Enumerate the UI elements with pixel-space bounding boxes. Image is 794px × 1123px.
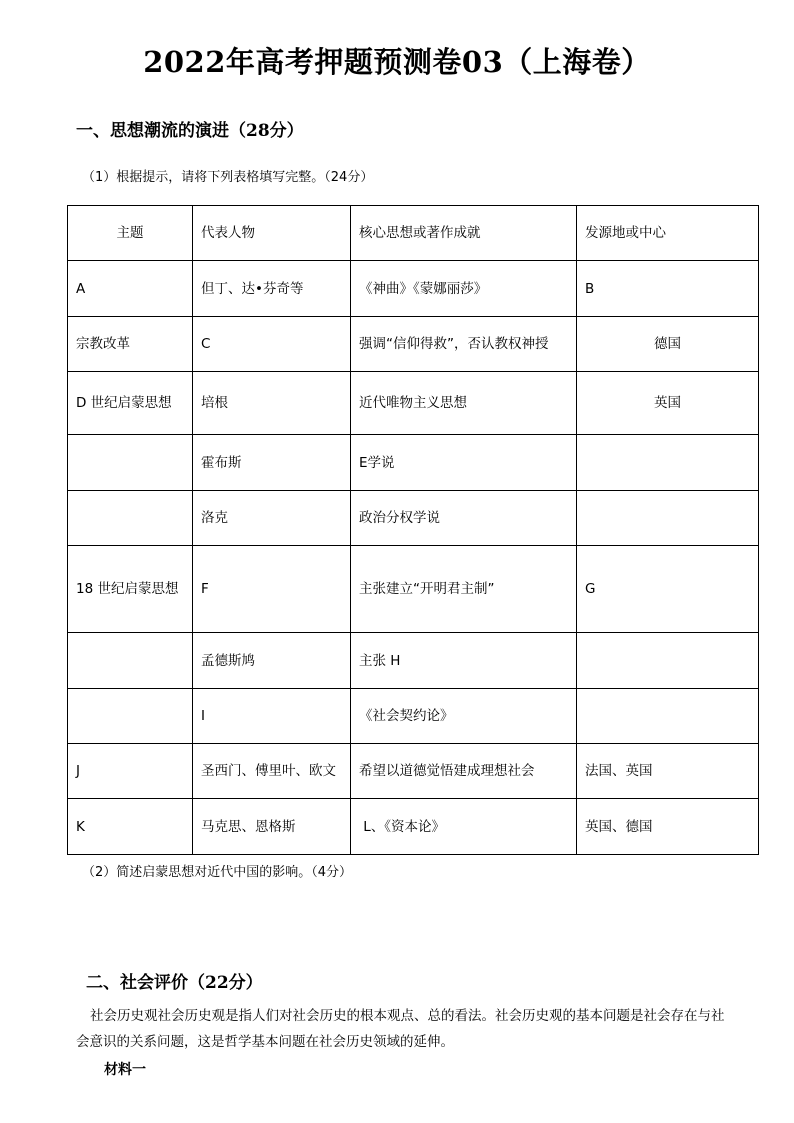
table-row	[68, 261, 759, 317]
table-cell: 主张建立“开明君主制”	[351, 546, 577, 633]
header-figures: 代表人物	[193, 206, 351, 261]
section2-heading: 二、社会评价（22分）	[86, 973, 263, 993]
table-cell: D 世纪启蒙思想	[68, 372, 193, 435]
table-cell	[68, 633, 193, 689]
table-row	[68, 689, 759, 744]
table-cell: K	[68, 799, 193, 855]
table-row	[68, 744, 759, 799]
table-cell: E学说	[351, 435, 577, 491]
table-cell: 洛克	[193, 491, 351, 546]
table-cell	[68, 491, 193, 546]
table-cell: 强调“信仰得救”，否认教权神授	[351, 317, 577, 372]
header-core-idea: 核心思想或著作成就	[351, 206, 577, 261]
table-cell: L、《资本论》	[351, 799, 577, 855]
table-cell: 18 世纪启蒙思想	[68, 546, 193, 633]
table-row	[68, 546, 759, 633]
table-cell: C	[193, 317, 351, 372]
table-cell: 但丁、达•芬奇等	[193, 261, 351, 317]
table-cell: G	[577, 546, 759, 633]
table-cell	[68, 435, 193, 491]
table-row	[68, 317, 759, 372]
table-cell: 宗教改革	[68, 317, 193, 372]
table-cell: 《神曲》《蒙娜丽莎》	[351, 261, 577, 317]
table-cell: 《社会契约论》	[351, 689, 577, 744]
table-cell: A	[68, 261, 193, 317]
section1-heading: 一、思想潮流的演进（28分）	[76, 121, 304, 141]
header-origin: 发源地或中心	[577, 206, 759, 261]
table-cell	[577, 689, 759, 744]
question-2-prompt: （2）简述启蒙思想对近代中国的影响。（4分）	[82, 865, 353, 880]
table-row	[68, 372, 759, 435]
table-cell: 德国	[577, 317, 759, 372]
table-row	[68, 799, 759, 855]
table-row	[68, 435, 759, 491]
question-1-prompt: （1）根据提示，请将下列表格填写完整。（24分）	[82, 170, 374, 185]
table-cell: 希望以道德觉悟建成理想社会	[351, 744, 577, 799]
table-cell	[577, 633, 759, 689]
table-cell: 英国	[577, 372, 759, 435]
table-row	[68, 491, 759, 546]
table-cell: 英国、德国	[577, 799, 759, 855]
table-cell: 霍布斯	[193, 435, 351, 491]
table-cell: 法国、英国	[577, 744, 759, 799]
table-cell	[577, 491, 759, 546]
table-cell	[68, 689, 193, 744]
table-cell: 政治分权学说	[351, 491, 577, 546]
table-row	[68, 633, 759, 689]
table-cell: 主张 H	[351, 633, 577, 689]
page-title: 2022年高考押题预测卷03（上海卷）	[143, 45, 651, 79]
table-cell: 孟德斯鸠	[193, 633, 351, 689]
section2-paragraph: 社会历史观社会历史观是指人们对社会历史的根本观点、总的看法。社会历史观的基本问题是社会存在与社会意识的关系问题，这是哲学基本问题在社会历史领域的延伸。	[76, 1008, 725, 1050]
material-label: 材料一	[104, 1062, 146, 1078]
table-cell: J	[68, 744, 193, 799]
table-cell: 马克思、恩格斯	[193, 799, 351, 855]
table-cell: I	[193, 689, 351, 744]
table-cell: 圣西门、傅里叶、欧文	[193, 744, 351, 799]
table-cell: 培根	[193, 372, 351, 435]
table-cell	[577, 435, 759, 491]
table-cell: B	[577, 261, 759, 317]
header-theme: 主题	[68, 206, 193, 261]
table-cell: F	[193, 546, 351, 633]
table-header-row	[68, 206, 759, 261]
thought-trends-table	[67, 205, 759, 855]
table-cell: 近代唯物主义思想	[351, 372, 577, 435]
